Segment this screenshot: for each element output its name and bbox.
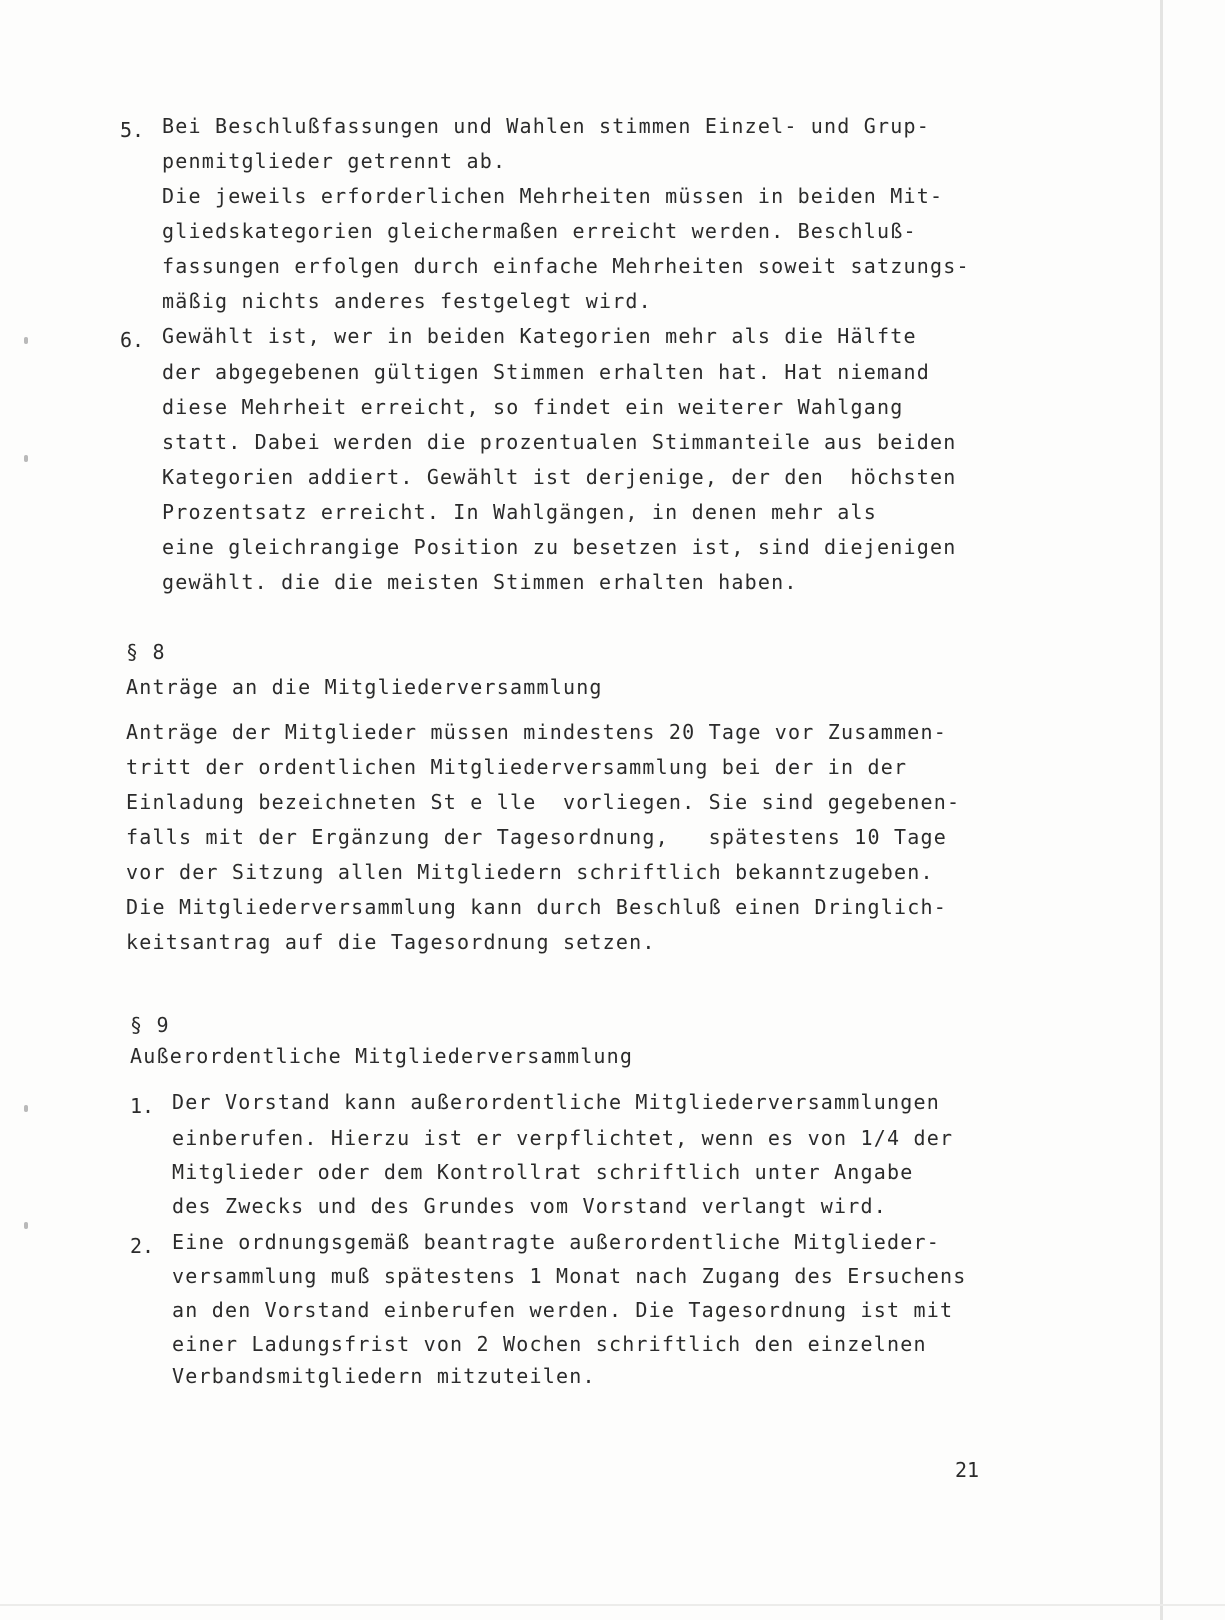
section-9-item-2-number: 2.	[130, 1234, 155, 1258]
item-6-line: eine gleichrangige Position zu besetzen ist, sind diejenigen	[162, 535, 957, 559]
section-9-item-2-line: Verbandsmitgliedern mitzuteilen.	[172, 1364, 596, 1388]
section-9-item-2-line: versammlung muß spätestens 1 Monat nach Zugang des Ersuchens	[172, 1264, 967, 1288]
item-6-line: Gewählt ist, wer in beiden Kategorien mehr als die Hälfte	[162, 324, 917, 348]
item-6-line: diese Mehrheit erreicht, so findet ein weiterer Wahlgang	[162, 395, 904, 419]
scan-mark	[24, 455, 28, 462]
section-9-item-1-number: 1.	[130, 1094, 155, 1118]
section-9-item-1-line: des Zwecks und des Grundes vom Vorstand verlangt wird.	[172, 1194, 888, 1218]
item-5-line: Die jeweils erforderlichen Mehrheiten müssen in beiden Mit-	[162, 184, 944, 208]
scan-mark	[24, 1105, 28, 1112]
scan-mark	[24, 337, 28, 344]
item-5-line: penmitglieder getrennt ab.	[162, 149, 507, 173]
section-8-line: Anträge der Mitglieder müssen mindestens 20 Tage vor Zusammen-	[126, 720, 947, 744]
page-edge-right	[1160, 0, 1163, 1620]
section-8-line: Die Mitgliederversammlung kann durch Beschluß einen Dringlich-	[126, 895, 947, 919]
section-9-item-2-line: einer Ladungsfrist von 2 Wochen schriftlich den einzelnen	[172, 1332, 927, 1356]
section-9-item-1-line: einberufen. Hierzu ist er verpflichtet, wenn es von 1/4 der	[172, 1126, 954, 1150]
page-number: 21	[955, 1458, 980, 1482]
section-8-line: falls mit der Ergänzung der Tagesordnung, spätestens 10 Tage	[126, 825, 947, 849]
section-9-item-2-line: Eine ordnungsgemäß beantragte außerordentliche Mitglieder-	[172, 1230, 940, 1254]
item-5-number: 5.	[120, 118, 145, 142]
item-6-line: der abgegebenen gültigen Stimmen erhalten hat. Hat niemand	[162, 360, 930, 384]
section-8-title: Anträge an die Mitgliederversammlung	[126, 675, 603, 699]
item-5-line: fassungen erfolgen durch einfache Mehrheiten soweit satzungs-	[162, 254, 970, 278]
section-9-item-1-line: Der Vorstand kann außerordentliche Mitgliederversammlungen	[172, 1090, 940, 1114]
item-5-line: Bei Beschlußfassungen und Wahlen stimmen Einzel- und Grup-	[162, 114, 930, 138]
item-6-number: 6.	[120, 328, 145, 352]
section-8-line: keitsantrag auf die Tagesordnung setzen.	[126, 930, 656, 954]
scan-mark	[24, 1222, 28, 1229]
section-8-heading: § 8	[126, 640, 166, 664]
section-8-line: tritt der ordentlichen Mitgliederversammlung bei der in der	[126, 755, 908, 779]
page-edge-bottom	[0, 1604, 1225, 1606]
item-6-line: Kategorien addiert. Gewählt ist derjenige, der den höchsten	[162, 465, 957, 489]
section-9-item-2-line: an den Vorstand einberufen werden. Die Tagesordnung ist mit	[172, 1298, 954, 1322]
item-6-line: statt. Dabei werden die prozentualen Stimmanteile aus beiden	[162, 430, 957, 454]
section-8-line: vor der Sitzung allen Mitgliedern schriftlich bekanntzugeben.	[126, 860, 934, 884]
item-6-line: gewählt. die die meisten Stimmen erhalten haben.	[162, 570, 798, 594]
section-9-title: Außerordentliche Mitgliederversammlung	[130, 1044, 634, 1068]
section-8-line: Einladung bezeichneten St e lle vorliegen. Sie sind gegebenen-	[126, 790, 961, 814]
section-9-heading: § 9	[130, 1013, 170, 1037]
item-6-line: Prozentsatz erreicht. In Wahlgängen, in denen mehr als	[162, 500, 878, 524]
item-5-line: gliedskategorien gleichermaßen erreicht werden. Beschluß-	[162, 219, 917, 243]
section-9-item-1-line: Mitglieder oder dem Kontrollrat schriftlich unter Angabe	[172, 1160, 914, 1184]
item-5-line: mäßig nichts anderes festgelegt wird.	[162, 289, 652, 313]
